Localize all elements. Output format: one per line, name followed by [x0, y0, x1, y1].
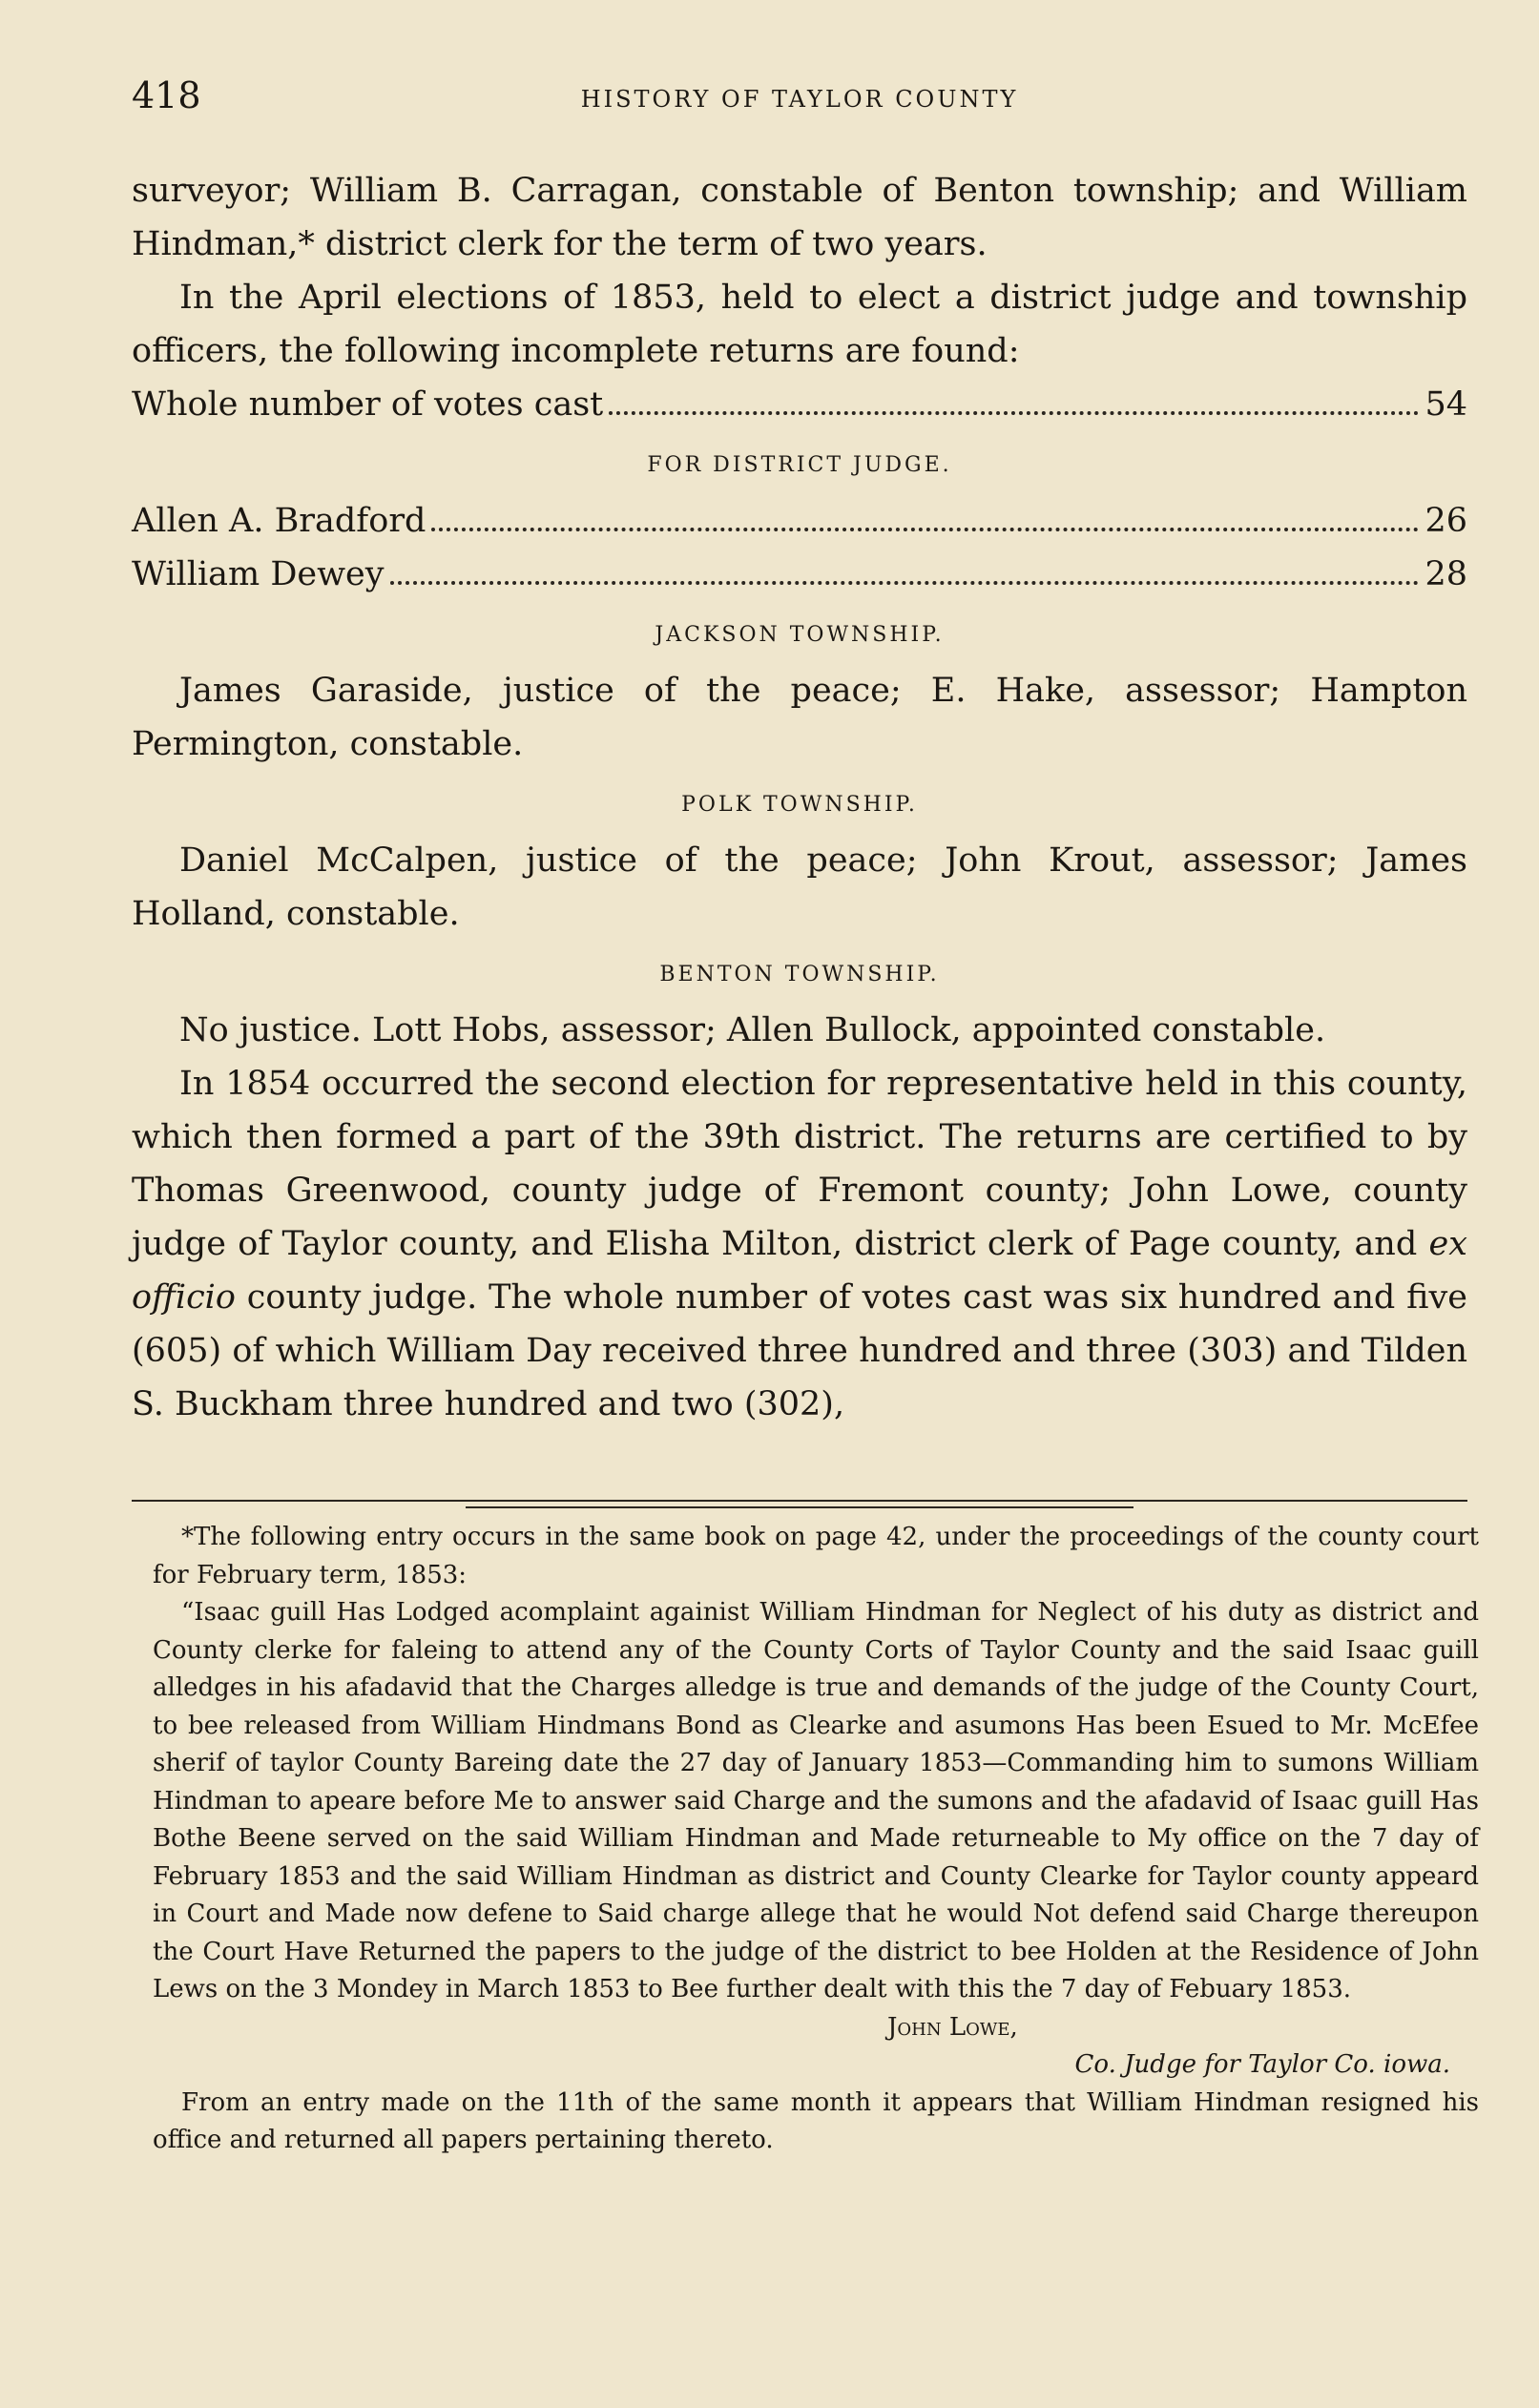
dot-leader	[431, 528, 1419, 531]
candidate-row	[132, 494, 1467, 548]
candidate-name: William Dewey	[132, 555, 385, 593]
running-title: HISTORY OF TAYLOR COUNTY	[580, 86, 1019, 113]
heading-district-judge: FOR DISTRICT JUDGE.	[647, 453, 952, 477]
total-votes-row	[132, 378, 1467, 431]
candidate-row	[132, 548, 1467, 601]
separator-line	[132, 1500, 1467, 1502]
paragraph-1854-election	[132, 1057, 1467, 1431]
total-votes-value: 54	[1425, 385, 1467, 424]
jackson-township-officers: James Garaside, justice of the peace; E. Hake, assessor; Hampton Permington, constable.	[132, 672, 1467, 763]
heading-jackson-township: JACKSON TOWNSHIP.	[655, 623, 945, 647]
signature-name: John Lowe,	[887, 2012, 1018, 2042]
main-text	[132, 164, 1467, 1431]
paragraph-april-elections: In the April elections of 1853, held to elect a district judge and township officers, the following incomplete returns are found:	[132, 279, 1467, 370]
footnote-closing: From an entry made on the 11th of the same month it appears that William Hindman resigned his office and returned all papers pertaining thereto.	[153, 2087, 1479, 2154]
polk-township-officers: Daniel McCalpen, justice of the peace; John Krout, assessor; James Holland, constable.	[132, 841, 1467, 933]
paragraph-continued: surveyor; William B. Carragan, constable of Benton township; and William Hindman,* district clerk for the term of two years.	[132, 172, 1467, 263]
footnote-intro: *The following entry occurs in the same book on page 42, under the proceedings of the county court for February term, 1853:	[153, 1523, 1479, 1589]
candidate-votes: 28	[1425, 555, 1467, 593]
footnote	[153, 1519, 1479, 2160]
signature-title: Co. Judge for Taylor Co. iowa.	[1074, 2050, 1450, 2079]
paragraph-1854-end: county judge. The whole number of votes cast was six hundred and five (605) of which William Day received three hundred and three (303) and Tilden S. Buckham three hundred and two (302),	[132, 1278, 1467, 1423]
ex-officio-italic: ex officio	[132, 1225, 1467, 1317]
footnote-quote: “Isaac guill Has Lodged acomplaint againist William Hindman for Neglect of his duty as district and County clerke for faleing to attend any of the County Corts of Taylor County and the said Isaac guill alledges in his afadavid that the Charges alledge is true and demands of the judge of the County Court, to bee released from William Hindmans Bond as Clearke and asumons Has been Esued to Mr. McEfee sherif of taylor County Bareing date the 27 day of January 1853—Commanding him to sumons William Hindman to apeare before Me to answer said Charge and the sumons and the afadavid of Isaac guill Has Bothe Beene served on the said William Hindman and Made returneable to My office on the 7 day of February 1853 and the said William Hindman as district and County Clearke for Taylor county appeard in Court and Made now defene to Said charge allege that he would Not defend said Charge thereupon the Court Have Returned the papers to the judge of the district to bee Holden at the Residence of John Lews on the 3 Mondey in March 1853 to Bee further dealt with this the 7 day of Febuary 1853.	[153, 1598, 1479, 2003]
dot-leader	[390, 581, 1420, 585]
separator-line-short	[466, 1506, 1133, 1508]
heading-benton-township: BENTON TOWNSHIP.	[659, 963, 940, 986]
page-header	[132, 74, 1467, 132]
dot-leader	[609, 411, 1419, 415]
paragraph-1854-start: In 1854 occurred the second election for representative held in this county, which then formed a part of the 39th district. The returns are certified to by Thomas Greenwood, county judge of Fremont county; John Lowe, county judge of Taylor county, and Elisha Milton, district clerk of Page county, and	[132, 1065, 1467, 1263]
page-number: 418	[132, 74, 201, 116]
benton-township-officers: No justice. Lott Hobs, assessor; Allen Bullock, appointed constable.	[179, 1011, 1326, 1049]
total-votes-label: Whole number of votes cast	[132, 385, 604, 424]
candidate-votes: 26	[1425, 502, 1467, 540]
candidate-name: Allen A. Bradford	[132, 502, 426, 540]
heading-polk-township: POLK TOWNSHIP.	[681, 793, 918, 817]
footnote-separator	[132, 1500, 1467, 1508]
